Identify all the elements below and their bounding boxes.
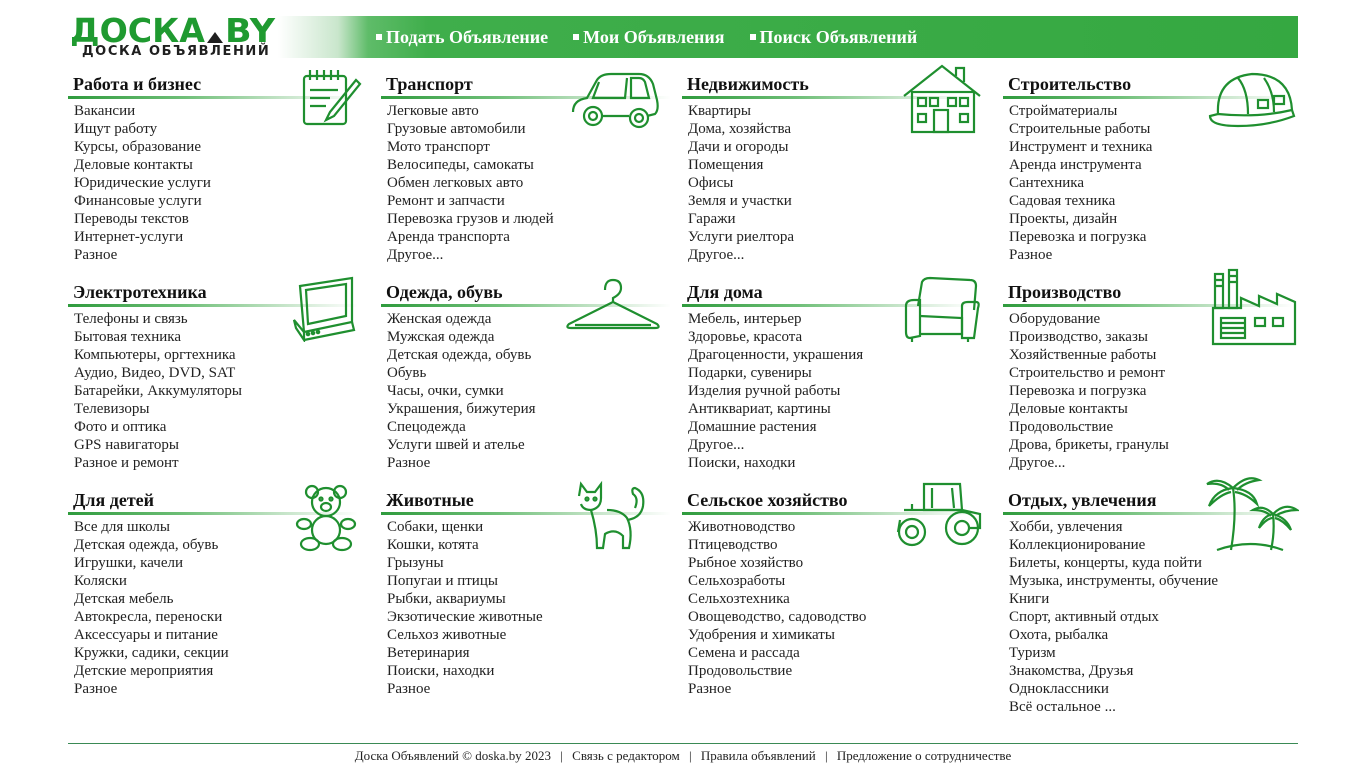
list-item[interactable]: Хозяйственные работы bbox=[1009, 347, 1157, 363]
list-item[interactable]: Другое... bbox=[688, 437, 745, 453]
category-title[interactable]: Производство bbox=[1008, 282, 1122, 302]
list-item[interactable]: Разное bbox=[1009, 247, 1053, 263]
list-item[interactable]: Овощеводство, садоводство bbox=[688, 609, 867, 625]
palm-tree-icon bbox=[1203, 474, 1299, 554]
list-item[interactable]: Строительные работы bbox=[1009, 121, 1151, 137]
list-item[interactable]: GPS навигаторы bbox=[74, 437, 179, 453]
list-item[interactable]: Часы, очки, сумки bbox=[387, 383, 504, 399]
factory-icon bbox=[1211, 268, 1297, 346]
list-item[interactable]: Детская одежда, обувь bbox=[74, 537, 219, 553]
footer bbox=[0, 748, 1366, 764]
list-item[interactable]: Ищут работу bbox=[74, 121, 158, 137]
list-item[interactable]: Игрушки, качели bbox=[74, 555, 183, 571]
contact-editor-link[interactable]: Связь с редактором bbox=[572, 748, 680, 763]
list-item[interactable]: Аксессуары и питание bbox=[74, 627, 218, 643]
copyright-text: Доска Объявлений © doska.by 2023 bbox=[354, 748, 552, 763]
nav-my-ads[interactable] bbox=[573, 27, 724, 48]
nav-post-ad[interactable] bbox=[376, 27, 548, 48]
list-item[interactable]: Переводы текстов bbox=[74, 211, 189, 227]
list-item[interactable]: Оборудование bbox=[1009, 311, 1101, 327]
list-item[interactable]: Перевозка и погрузка bbox=[1009, 383, 1147, 399]
list-item[interactable]: Интернет-услуги bbox=[74, 229, 184, 245]
list-item[interactable]: Изделия ручной работы bbox=[688, 383, 841, 399]
footer-separator: | bbox=[824, 748, 828, 763]
list-item[interactable]: Велосипеды, самокаты bbox=[387, 157, 534, 173]
list-item[interactable]: Курсы, образование bbox=[74, 139, 201, 155]
list-item[interactable]: Сельхоз животные bbox=[387, 627, 507, 643]
category-production bbox=[1003, 278, 1297, 472]
category-title[interactable]: Транспорт bbox=[386, 74, 473, 94]
square-bullet-icon bbox=[750, 34, 756, 40]
list-item[interactable]: Вакансии bbox=[74, 103, 136, 119]
logo-subtitle: ДОСКА ОБЪЯВЛЕНИЙ bbox=[82, 44, 271, 59]
list-item[interactable]: Попугаи и птицы bbox=[387, 573, 498, 589]
list-item[interactable]: Разное bbox=[688, 681, 732, 697]
footer-separator: | bbox=[688, 748, 692, 763]
list-item[interactable]: Кружки, садики, секции bbox=[74, 645, 229, 661]
nav-label: Мои Объявления bbox=[583, 26, 725, 47]
list-item[interactable]: Разное bbox=[387, 455, 431, 471]
list-item[interactable]: Музыка, инструменты, обучение bbox=[1009, 573, 1219, 589]
category-kids bbox=[68, 486, 362, 698]
list-item[interactable]: Продовольствие bbox=[688, 663, 793, 679]
list-item[interactable]: Легковые авто bbox=[387, 103, 479, 119]
category-title[interactable]: Строительство bbox=[1008, 74, 1132, 94]
list-item[interactable]: Инструмент и техника bbox=[1009, 139, 1153, 155]
list-item[interactable]: Птицеводство bbox=[688, 537, 778, 553]
list-item[interactable]: Разное bbox=[74, 681, 118, 697]
list-item[interactable]: Ремонт и запчасти bbox=[387, 193, 505, 209]
category-title[interactable]: Для детей bbox=[73, 490, 155, 510]
list-item[interactable]: Женская одежда bbox=[387, 311, 492, 327]
category-transport bbox=[381, 70, 675, 264]
category-home bbox=[682, 278, 976, 472]
cat-icon bbox=[575, 480, 651, 552]
list-item[interactable]: Билеты, концерты, куда пойти bbox=[1009, 555, 1202, 571]
list-item[interactable]: Домашние растения bbox=[688, 419, 817, 435]
teddy-bear-icon bbox=[294, 484, 360, 552]
list-item[interactable]: Аренда инструмента bbox=[1009, 157, 1142, 173]
hard-hat-icon bbox=[1208, 70, 1296, 130]
category-title[interactable]: Сельское хозяйство bbox=[687, 490, 848, 510]
main-nav bbox=[376, 16, 942, 58]
list-item[interactable]: Антиквариат, картины bbox=[688, 401, 831, 417]
list-item[interactable]: Финансовые услуги bbox=[74, 193, 202, 209]
list-item[interactable]: Автокресла, переноски bbox=[74, 609, 223, 625]
list-item[interactable]: Обувь bbox=[387, 365, 427, 381]
category-title[interactable]: Одежда, обувь bbox=[386, 282, 503, 302]
car-icon bbox=[569, 70, 661, 132]
list-item[interactable]: Другое... bbox=[387, 247, 444, 263]
monitor-icon bbox=[292, 276, 358, 342]
list-item[interactable]: Экзотические животные bbox=[387, 609, 543, 625]
list-item[interactable]: Детская мебель bbox=[74, 591, 174, 607]
list-item[interactable]: Производство, заказы bbox=[1009, 329, 1148, 345]
list-item[interactable]: Строительство и ремонт bbox=[1009, 365, 1166, 381]
list-item[interactable]: Обмен легковых авто bbox=[387, 175, 524, 191]
category-title[interactable]: Отдых, увлечения bbox=[1008, 490, 1157, 510]
list-item[interactable]: Садовая техника bbox=[1009, 193, 1116, 209]
list-item[interactable]: Спецодежда bbox=[387, 419, 466, 435]
house-icon bbox=[900, 62, 984, 136]
tractor-icon bbox=[894, 480, 984, 548]
list-item[interactable]: Гаражи bbox=[688, 211, 736, 227]
list-item[interactable]: Драгоценности, украшения bbox=[688, 347, 864, 363]
list-item[interactable]: Хобби, увлечения bbox=[1009, 519, 1123, 535]
list-item[interactable]: Разное bbox=[74, 247, 118, 263]
list-item[interactable]: Телевизоры bbox=[74, 401, 150, 417]
nav-search-ads[interactable] bbox=[750, 27, 918, 48]
cooperation-link[interactable]: Предложение о сотрудничестве bbox=[836, 748, 1012, 763]
list-item[interactable]: Сельхозработы bbox=[688, 573, 786, 589]
list-item[interactable]: Компьютеры, оргтехника bbox=[74, 347, 236, 363]
list-item[interactable]: Перевозка грузов и людей bbox=[387, 211, 554, 227]
category-list bbox=[381, 310, 675, 472]
list-item[interactable]: Грузовые автомобили bbox=[387, 121, 526, 137]
list-item[interactable]: Кошки, котята bbox=[387, 537, 479, 553]
armchair-icon bbox=[904, 276, 980, 344]
square-bullet-icon bbox=[573, 34, 579, 40]
list-item[interactable]: Юридические услуги bbox=[74, 175, 211, 191]
list-item[interactable]: Туризм bbox=[1009, 645, 1056, 661]
list-item[interactable]: Бытовая техника bbox=[74, 329, 182, 345]
svg-text:ДОСКА: ДОСКА bbox=[70, 16, 206, 46]
list-item[interactable]: Книги bbox=[1009, 591, 1050, 607]
list-item[interactable]: Сельхозтехника bbox=[688, 591, 790, 607]
list-item[interactable]: Аренда транспорта bbox=[387, 229, 510, 245]
list-item[interactable]: Перевозка и погрузка bbox=[1009, 229, 1147, 245]
nav-label: Подать Объявление bbox=[386, 26, 549, 47]
list-item[interactable]: Проекты, дизайн bbox=[1009, 211, 1118, 227]
list-item[interactable]: Продовольствие bbox=[1009, 419, 1114, 435]
category-agriculture bbox=[682, 486, 976, 698]
list-item[interactable]: Батарейки, Аккумуляторы bbox=[74, 383, 242, 399]
category-work-business bbox=[68, 70, 362, 264]
category-construction bbox=[1003, 70, 1297, 264]
list-item[interactable]: Фото и оптика bbox=[74, 419, 167, 435]
list-item[interactable]: Сантехника bbox=[1009, 175, 1084, 191]
category-title[interactable]: Животные bbox=[386, 490, 474, 510]
list-item[interactable]: Животноводство bbox=[688, 519, 796, 535]
list-item[interactable]: Украшения, бижутерия bbox=[387, 401, 536, 417]
list-item[interactable]: Разное bbox=[387, 681, 431, 697]
list-item[interactable]: Деловые контакты bbox=[1009, 401, 1128, 417]
logo-wordmark bbox=[70, 16, 280, 46]
category-electronics bbox=[68, 278, 362, 472]
list-item[interactable]: Коллекционирование bbox=[1009, 537, 1146, 553]
list-item[interactable]: Семена и рассада bbox=[688, 645, 800, 661]
site-logo[interactable] bbox=[70, 16, 280, 58]
hanger-icon bbox=[565, 278, 661, 332]
list-item[interactable]: Другое... bbox=[1009, 455, 1066, 471]
list-item[interactable]: Мото транспорт bbox=[387, 139, 490, 155]
footer-separator: | bbox=[560, 748, 563, 763]
category-real-estate bbox=[682, 70, 976, 264]
list-item[interactable]: Мужская одежда bbox=[387, 329, 495, 345]
list-item[interactable]: Телефоны и связь bbox=[74, 311, 188, 327]
list-item[interactable]: Коляски bbox=[74, 573, 127, 589]
list-item[interactable]: Дрова, брикеты, гранулы bbox=[1009, 437, 1169, 453]
list-item[interactable]: Все для школы bbox=[74, 519, 170, 535]
list-item[interactable]: Услуги риелтора bbox=[688, 229, 795, 245]
list-item[interactable]: Детская одежда, обувь bbox=[387, 347, 532, 363]
category-title[interactable]: Электротехника bbox=[73, 282, 207, 302]
list-item[interactable]: Рыбки, аквариумы bbox=[387, 591, 506, 607]
list-item[interactable]: Услуги швей и ателье bbox=[387, 437, 525, 453]
footer-divider bbox=[68, 743, 1298, 744]
list-item[interactable]: Рыбное хозяйство bbox=[688, 555, 804, 571]
category-title[interactable]: Для дома bbox=[687, 282, 763, 302]
list-item[interactable]: Охота, рыбалка bbox=[1009, 627, 1109, 643]
list-item[interactable]: Удобрения и химикаты bbox=[688, 627, 835, 643]
category-title[interactable]: Работа и бизнес bbox=[73, 74, 202, 94]
list-item[interactable]: Собаки, щенки bbox=[387, 519, 484, 535]
list-item[interactable]: Разное и ремонт bbox=[74, 455, 179, 471]
svg-text:BY: BY bbox=[225, 16, 277, 46]
list-item[interactable]: Знакомства, Друзья bbox=[1009, 663, 1134, 679]
category-clothing bbox=[381, 278, 675, 472]
list-item[interactable]: Дачи и огороды bbox=[688, 139, 789, 155]
square-bullet-icon bbox=[376, 34, 382, 40]
list-item[interactable]: Помещения bbox=[688, 157, 764, 173]
list-item[interactable]: Поиски, находки bbox=[387, 663, 495, 679]
list-item[interactable]: Квартиры bbox=[688, 103, 752, 119]
list-item[interactable]: Здоровье, красота bbox=[688, 329, 803, 345]
list-item[interactable]: Стройматериалы bbox=[1009, 103, 1118, 119]
header-bar bbox=[68, 16, 1298, 58]
list-item[interactable]: Ветеринария bbox=[387, 645, 470, 661]
list-item[interactable]: Детские мероприятия bbox=[74, 663, 214, 679]
list-item[interactable]: Дома, хозяйства bbox=[688, 121, 792, 137]
notepad-pencil-icon bbox=[300, 66, 362, 128]
list-item[interactable]: Одноклассники bbox=[1009, 681, 1109, 697]
list-item[interactable]: Аудио, Видео, DVD, SAT bbox=[74, 365, 236, 381]
list-item[interactable]: Спорт, активный отдых bbox=[1009, 609, 1159, 625]
list-item[interactable]: Подарки, сувениры bbox=[688, 365, 812, 381]
list-item[interactable]: Мебель, интерьер bbox=[688, 311, 802, 327]
list-item[interactable]: Деловые контакты bbox=[74, 157, 193, 173]
category-leisure bbox=[1003, 486, 1297, 716]
nav-label: Поиск Объявлений bbox=[759, 26, 918, 47]
list-item[interactable]: Грызуны bbox=[387, 555, 444, 571]
category-animals bbox=[381, 486, 675, 698]
list-item[interactable]: Другое... bbox=[688, 247, 745, 263]
list-item[interactable]: Офисы bbox=[688, 175, 734, 191]
category-title[interactable]: Недвижимость bbox=[687, 74, 809, 94]
list-item[interactable]: Всё остальное ... bbox=[1009, 699, 1116, 715]
list-item[interactable]: Земля и участки bbox=[688, 193, 792, 209]
ad-rules-link[interactable]: Правила объявлений bbox=[700, 748, 816, 763]
list-item[interactable]: Поиски, находки bbox=[688, 455, 796, 471]
